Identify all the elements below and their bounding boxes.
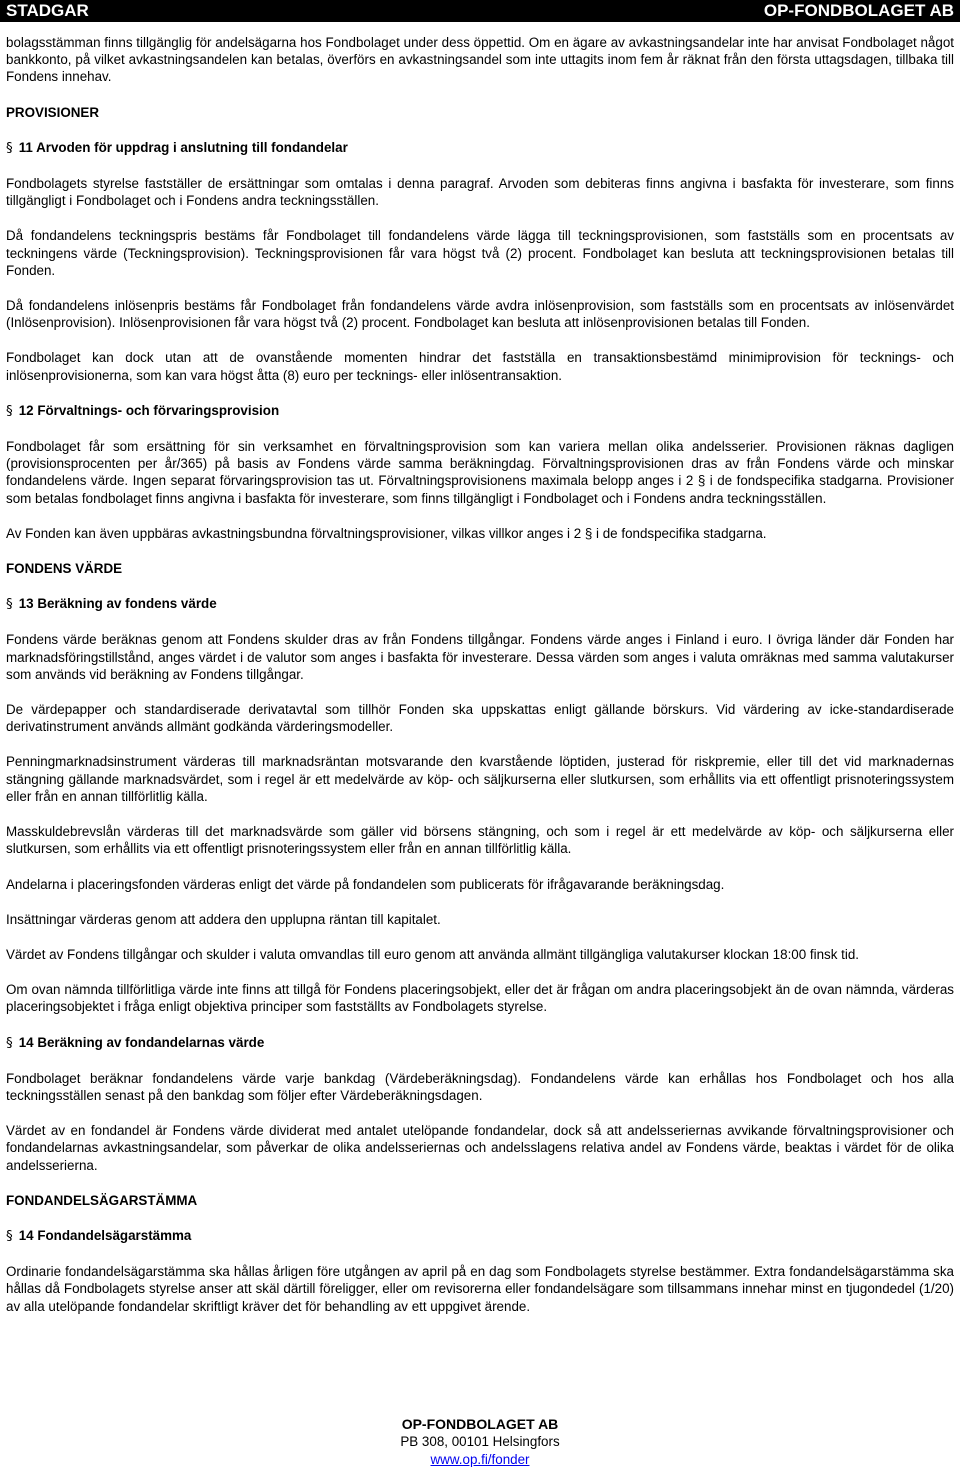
section-13-paragraph-7: Värdet av Fondens tillgångar och skulder i valuta omvandlas till euro genom att använda allmänt tillgängliga valutakurser klockan 18:00 finsk tid. <box>6 946 860 962</box>
section-mark: § <box>6 597 13 613</box>
section-11-paragraph-2: Då fondandelens teckningspris bestäms får Fondbolaget till fondandelens värde lägga till teckningsprovisionen, som fastställs som en procentsats av teckningens värde (Teckningsprovision). Teckningsprovisionen får vara högst två (2) procent. Fondbolaget kan besluta att teckningsprovisionen betalas till Fonden. <box>6 228 954 278</box>
header-company: OP-FONDBOLAGET AB <box>763 1 954 20</box>
section-mark: § <box>6 1035 13 1051</box>
document-body <box>6 34 954 1333</box>
section-14b-title-text: 14 Fondandelsägarstämma <box>18 1227 192 1243</box>
section-13-paragraph-5: Andelarna i placeringsfonden värderas enligt det värde på fondandelen som publicerats för ifrågavarande beräkningsdag. <box>6 876 725 892</box>
section-mark: § <box>6 403 13 419</box>
footer-company: OP-FONDBOLAGET AB <box>401 1416 559 1432</box>
section-mark: § <box>6 140 13 156</box>
section-14a-paragraph-2: Värdet av en fondandel är Fondens värde dividerat med antalet utelöpande fondandelar, dock så att andelsseriernas avvikande förvaltningsprovisioner och fondandelarnas avkastningsandelar, som påverkar de olika andelsseriernas och andelsslagens relativa andel av Fondens värde, beaktas i värdet för de olika andelsserierna. <box>6 1123 954 1173</box>
section-14a-title <box>6 1034 954 1052</box>
section-11-title <box>6 139 954 157</box>
page-header <box>0 0 960 22</box>
heading-fondens-varde: FONDENS VÄRDE <box>6 561 123 577</box>
section-14a-paragraph-1: Fondbolaget beräknar fondandelens värde varje bankdag (Värdeberäkningsdag). Fondandelens värde kan erhållas hos Fondbolaget och hos alla teckningsställen senast på den bankdag som följer efter Värdeberäkningsdagen. <box>6 1070 954 1103</box>
section-13-paragraph-4: Masskuldebrevslån värderas till det marknadsvärde som gäller vid börsens stängning, och som i regel är ett medelvärde av köp- och säljkurserna eller slutkursen, som erhållits via ett offentligt prisnoteringssystem eller från en annan tillförlitlig källa. <box>6 824 954 857</box>
section-11-paragraph-1: Fondbolagets styrelse fastställer de ersättningar som omtalas i denna paragraf. Arvoden som debiteras finns angivna i basfakta för investerare, som finns tillgängligt i Fondbolaget och i Fondens andra teckningsställen. <box>6 176 954 209</box>
section-14a-title-text: 14 Beräkning av fondandelarnas värde <box>18 1034 265 1050</box>
section-13-title-text: 13 Beräkning av fondens värde <box>18 596 217 612</box>
paragraph-intro: bolagsstämman finns tillgänglig för andelsägarna hos Fondbolaget under dess öppettid. Om en ägare av avkastningsandelar inte har anvisat Fondbolaget något bankkonto, på vilket avkastningsandelen kan betalas, överförs en avkastningsandel som inte uttagits inom fem år räknat från den första uttagsdagen, tillbaka till Fondens innehav. <box>6 35 954 85</box>
section-12-paragraph-1: Fondbolaget får som ersättning för sin verksamhet en förvaltningsprovision som kan variera mellan olika andelsserier. Provisionen räknas dagligen (provisionsprocenten per år/365) på basis av Fondens värde samma beräkningdag. Förvaltningsprovisionen dras av från Fondens värde och minskar fondandelens värde. Ingen separat förvaringsprovision tas ut. Förvaltningsprovisionens maximala belopp anges i 2 § i de fondspecifika stadgarna. Provisioner som betalas fondbolaget finns angivna i basfakta för investerare, som finns tillgängligt i Fondbolaget och i Fondens andra teckningsställen. <box>6 439 954 506</box>
section-12-title-text: 12 Förvaltnings- och förvaringsprovision <box>18 402 280 418</box>
section-13-paragraph-1: Fondens värde beräknas genom att Fondens skulder dras av från Fondens tillgångar. Fondens värde anges i Finland i euro. I övriga länder där Fonden har marknadsföringstillstånd, anges värdet i de valutor som anges i basfakta för investerare. Dessa värden som anges i valuta omräknas med samma valutakurser som används vid beräkning av Fondens tillgångar. <box>6 632 954 682</box>
footer-address: PB 308, 00101 Helsingfors <box>400 1434 560 1449</box>
footer-website-link[interactable]: www.op.fi/fonder <box>430 1452 530 1467</box>
section-13-paragraph-3: Penningmarknadsinstrument värderas till marknadsräntan motsvarande den kvarstående löptiden, justerad för riskpremie, eller till det vid marknadernas stängning gällande marknadsvärdet, som i regel är ett medelvärde av köp- och säljkurserna eller slutkursen, som erhållits via ett offentligt prisnoteringssystem eller från en annan tillförlitlig källa. <box>6 754 954 804</box>
section-13-paragraph-6: Insättningar värderas genom att addera den upplupna räntan till kapitalet. <box>6 911 441 927</box>
section-12-paragraph-2: Av Fonden kan även uppbäras avkastningsbundna förvaltningsprovisioner, vilkas villkor anges i 2 § i de fondspecifika stadgarna. <box>6 525 767 541</box>
section-12-title <box>6 402 954 420</box>
section-14b-paragraph-1: Ordinarie fondandelsägarstämma ska hållas årligen före utgången av april på en dag som Fondbolagets styrelse bestämmer. Extra fondandelsägarstämma ska hållas då Fondbolagets styrelse anser att skäl därtill föreligger, eller om revisorerna eller fondandelsägare som tillsammans innehar minst en tjugondedel (1/20) av alla utelöpande fondandelar skriftligt kräver det för behandling av ett uppgivet ärende. <box>6 1264 954 1314</box>
section-13-title <box>6 595 954 613</box>
heading-fondandelsagarstamma: FONDANDELSÄGARSTÄMMA <box>6 1192 198 1208</box>
section-13-paragraph-8: Om ovan nämnda tillförlitliga värde inte finns att tillgå för Fondens placeringsobjekt, eller det är frågan om andra placeringsobjekt än de ovan nämnda, värderas placeringsobjektet i fråga enligt objektiva principer som fastställts av Fondbolagets styrelse. <box>6 982 954 1015</box>
header-title: STADGAR <box>6 1 89 20</box>
heading-provisioner: PROVISIONER <box>6 104 100 120</box>
section-11-paragraph-4: Fondbolaget kan dock utan att de ovanstående momenten hindrar det fastställa en transaktionsbestämd minimiprovision för tecknings- och inlösenprovisionerna, som kan vara högst åtta (8) euro per tecknings- eller inlösentransaktion. <box>6 350 954 383</box>
section-11-paragraph-3: Då fondandelens inlösenpris bestäms får Fondbolaget från fondandelens värde avdra inlösenprovision, som fastställs som en procentsats av inlösenvärdet (Inlösenprovision). Inlösenprovisionen får vara högst två (2) procent. Fondbolaget kan besluta att inlösenprovisionen betalas till Fonden. <box>6 298 954 331</box>
section-mark: § <box>6 1228 13 1244</box>
section-11-title-text: 11 Arvoden för uppdrag i anslutning till fondandelar <box>18 139 348 155</box>
section-13-paragraph-2: De värdepapper och standardiserade derivatavtal som tillhör Fonden ska uppskattas enligt gällande börskurs. Vid värdering av icke-standardiserade derivatinstrument används allmänt godkända värderingsmodeller. <box>6 702 954 735</box>
section-14b-title <box>6 1227 954 1245</box>
page-footer <box>0 1415 960 1469</box>
